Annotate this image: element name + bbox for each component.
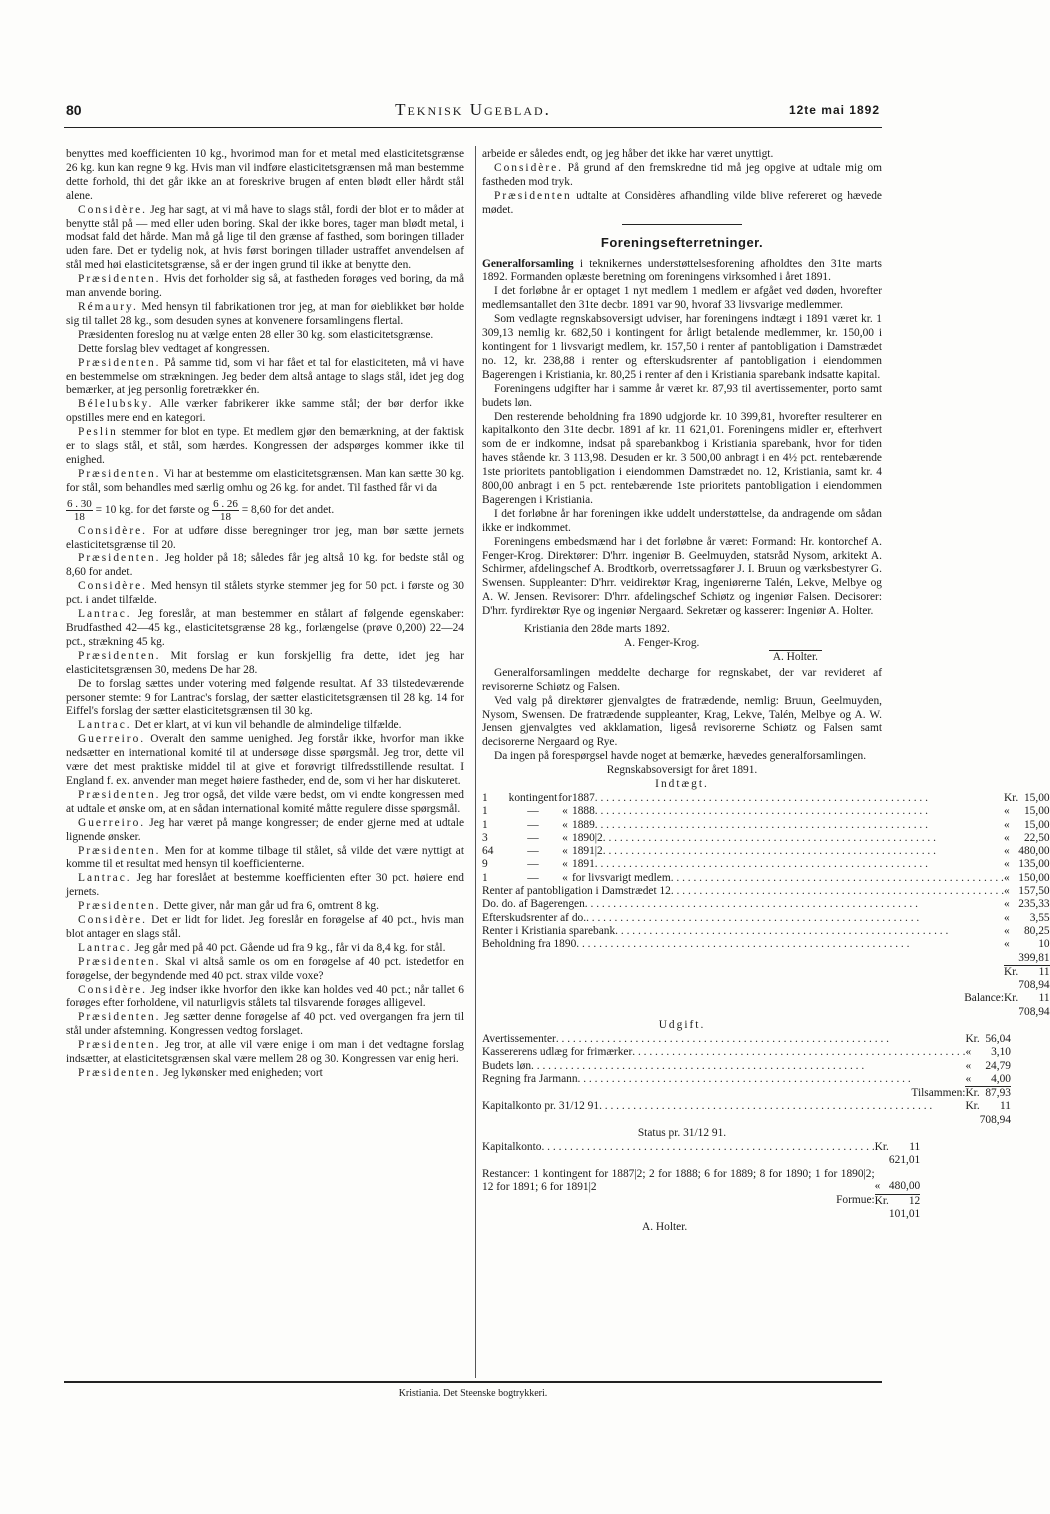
line-label <box>482 938 1004 965</box>
footer-rule <box>64 1381 882 1383</box>
table-row <box>482 845 1050 858</box>
paragraph <box>66 398 464 426</box>
line-label <box>482 1060 965 1073</box>
paragraph-text: Jeg lykønsker med enigheden; vort <box>160 1067 323 1079</box>
paragraph <box>66 1011 464 1039</box>
leader-dots <box>671 872 1004 885</box>
paragraph <box>66 1039 464 1067</box>
table-row <box>482 898 1050 911</box>
ditto-cell: « <box>562 831 568 844</box>
line-label <box>572 858 1004 871</box>
speaker-name: Præsidenten. <box>78 273 161 286</box>
leader-dots <box>595 819 1004 832</box>
restancer-row: Restancer: 1 kontingent for 1887|2; 2 for 1888; 6 for 1889; 8 for 1890; 1 for 1890|2; 12 for 1891; 6 for 1891|2 « 480,00 <box>482 1167 921 1193</box>
speaker-name: Bélelubsky. <box>78 398 154 411</box>
quantity-cell: 1 <box>482 791 488 804</box>
paragraph <box>66 468 464 496</box>
paragraph-text: Jeg tror også, det vilde være bedst, om vi endte kongressen med at udtale et ønske om, at en sådan international komité måtte regulere disse spørgsmål. <box>66 788 464 815</box>
currency-cell: « <box>965 1059 972 1072</box>
line-label <box>572 805 1004 818</box>
paragraph <box>66 273 464 301</box>
speaker-name: Lantrac. <box>78 872 132 885</box>
paragraph-text: stemmer for blot en type. Et medlem gjør den bemærkning, at der faktisk er to slags stål, et stål, som hærdes. Kongressen der adspørges kommer ikke til enighed. <box>66 426 464 466</box>
paragraph <box>66 733 464 789</box>
paragraph-text: Vi har at bestemme om elasticitetsgrænsen. Man kan sætte 30 kg. for stål, som behandles med særlig omhu og 26 kg. for andet. Til fasthed får vi da <box>66 467 464 494</box>
paragraph-text: Mit forslag er kun forskjellig fra dette, idet jeg har elasticitetsgrænsen 30, medens De har 28. <box>66 649 464 676</box>
paragraph <box>66 650 464 678</box>
leader-dots <box>595 858 1004 871</box>
leader-dots <box>556 1033 966 1046</box>
paragraph-text: Alle værker fabrikerer ikke samme stål; der bør derfor ikke opstilles mere end en kategori. <box>66 398 464 425</box>
table-row <box>482 1046 1011 1059</box>
section-rule <box>622 224 742 225</box>
speaker-name: Rémaury. <box>78 300 138 313</box>
speaker-name: Præsidenten. <box>78 1067 161 1079</box>
currency-cell: « <box>965 1046 972 1059</box>
quantity-cell: 64 <box>482 845 494 858</box>
final-signature: A. Holter. <box>642 1221 688 1234</box>
paragraph-text: I det forløbne år har foreningen ikke uddelt understøttelse, da andragende om sådan ikke er indkommet. <box>482 507 882 534</box>
leader-dots <box>615 925 1004 938</box>
paragraph-text: Jeg holder på 18; således får jeg altså 10 kg. for bedste stål og 8,60 for andet. <box>66 552 464 579</box>
fraction: $\frac{6 . 26}{18}$ <box>213 497 238 523</box>
paragraph-text: De to forslag sættes under votering med følgende resultat. Af 33 tilstedeværende personer stemte: 9 for Lantrac's forslag, der sætter elasticitetsgrænsen til 28 kg. 14 for Eiffel's forslag der sætter elasticitetsgrænsen til 30 kg. <box>66 677 464 718</box>
right-column <box>482 148 1050 1235</box>
paragraph-text: i teknikernes understøttelsesforening afholdtes den 31te marts 1892. Formanden oplæste beretning om foreningens virksomhed i året 1891. <box>482 257 882 284</box>
paragraph-text: Med hensyn til stålets styrke stemmer jeg for 50 pct. i første og 30 pct. i andet tilfælde. <box>66 580 464 607</box>
amount-cell: 22,50 <box>1023 831 1050 844</box>
paragraph-text: Det er klart, at vi kun vil behandle de almindelige tilfælde. <box>131 719 402 732</box>
table-row <box>482 805 1050 818</box>
label-text: 1891|2 <box>572 845 603 858</box>
paragraph-text: Foreningens embedsmænd har i det forløbne år været: Formand: Hr. kontorchef A. Fenger-Krog. Direktører: D'hrr. ingeniør B. Geelmuyden, statsråd Nysom, arkitekt A. Schirmer, afdelingschef A. Brodtkorb, overretssagfører J. I. Bruun og værksbestyrer G. Swensen. Suppleanter: D'hrr. veidirektør Krag, ingeniørerne Talén, Lekve, Melbye og A. W. Jensen. Revisorer: D'hrr. afdelingschef Schiøtz og ingeniør Falsen. Decisorer: D'hrr. fyrdirektør Rye og ingeniør Nergaard. Sekretær og kasserer: Ingeniør A. Holter. <box>482 535 882 618</box>
expense-table <box>482 1033 1011 1127</box>
quantity-cell: 1 <box>482 818 488 831</box>
amount-cell: 3,10 <box>991 1046 1011 1059</box>
paragraph <box>482 190 882 218</box>
amount-cell: 15,00 <box>1023 818 1050 831</box>
table-row <box>482 1073 1011 1087</box>
leader-dots <box>586 912 1004 925</box>
paragraph-text: Med hensyn til fabrikationen tror jeg, at man for øieblikket bør holde sig til tallet 28 kg., som desuden synes at konvenere forsamlingens flertal. <box>66 300 464 327</box>
header-rule <box>64 127 882 128</box>
signature: A. Fenger-Krog. <box>624 637 700 649</box>
amount-cell: 24,79 <box>985 1059 1011 1072</box>
fraction: $\frac{6 . 30}{18}$ <box>67 497 92 523</box>
paragraph <box>66 872 464 900</box>
speaker-name: Considère. <box>78 203 148 216</box>
amount-cell: 135,00 <box>1018 858 1050 871</box>
line-label <box>572 819 1004 832</box>
paragraph-text: Jeg foreslår, at man bestemmer en stålart af følgende egenskaber: Brudfasthed 42—45 kg., elasticitetsgrænse 28 kg., forlængelse (prøve 0,200) 22—24 pct., strækning 45 kg. <box>66 608 464 648</box>
currency-cell: « <box>1004 805 1010 818</box>
signature: A. Holter. <box>482 651 882 665</box>
paragraph <box>482 313 882 383</box>
label-text: Regning fra Jarmann <box>482 1072 578 1085</box>
table-row <box>482 819 1050 832</box>
leader-dots <box>603 832 1004 845</box>
paragraph <box>482 536 882 619</box>
table-row <box>482 832 1050 845</box>
label-text: 1891 <box>572 858 595 871</box>
label-text: 1890|2 <box>572 831 603 844</box>
paragraph <box>482 508 882 536</box>
paragraph <box>66 329 464 343</box>
formula-line: $\frac{6 . 30}{18}$ = 10 kg. for det første og $\frac{6 . 26}{18}$ = 8,60 for det andet. <box>67 497 335 523</box>
amount-cell: 157,50 <box>1018 885 1050 898</box>
paragraph <box>66 914 464 942</box>
amount-cell: 235,33 <box>1018 898 1050 911</box>
table-row <box>482 1033 1011 1046</box>
currency-cell: Kr. <box>1004 791 1019 804</box>
paragraph <box>66 678 464 720</box>
paragraph <box>482 667 882 695</box>
paragraph-text: Som vedlagte regnskabsoversigt udviser, har foreningens indtægt i 1891 været kr. 1 309,13 nemlig kr. 682,50 i kontingent for årligt betalende medlemmer, kr. 150,00 i kontingent for 1 livsvarigt medlem, kr. 157,50 i renter af pantobligation i Damstrædet no. 12, kr. 238,88 i renter og efterskudsrenter af pantobligation i eiendommen Bagerengen i Kristiania, kr. 80,25 i renter af den i Kristiania sparebank indsatte kapital. <box>482 313 882 381</box>
kapital-row: Kapitalkonto . . . Kr. 11 621,01 <box>482 1141 920 1168</box>
paragraph-text: Jeg indser ikke hvorfor den ikke kan holdes ved 40 pct.; når tallet 6 forøges efter forholdene, vil naturligvis stålets tal tilsvarende forøges alligevel. <box>66 983 464 1010</box>
label-text: Renter i Kristiania sparebank <box>482 924 616 937</box>
amount-cell: 3,55 <box>1029 911 1050 924</box>
amount-cell: 150,00 <box>1018 871 1050 884</box>
line-label <box>572 872 1004 885</box>
paragraph <box>66 204 464 274</box>
line-label <box>572 832 1004 845</box>
description-cell: — <box>527 818 539 831</box>
speaker-name: Præsidenten. <box>78 1039 161 1052</box>
paragraph-text: Foreningens udgifter har i samme år været kr. 87,93 til avertissementer, porto samt budets løn. <box>482 382 882 409</box>
speaker-name: Guerreiro. <box>78 816 146 829</box>
label-text: for livsvarigt medlem <box>572 871 671 884</box>
description-cell: kontingent <box>508 791 558 804</box>
label-text: 1889 <box>572 818 595 831</box>
paragraph <box>482 285 882 313</box>
ditto-cell: « <box>562 818 568 831</box>
speaker-name: Considère. <box>78 983 148 996</box>
paragraph <box>66 525 464 553</box>
paragraph-text: Generalforsamlingen meddelte decharge for regnskabet, der var revideret af revisorerne Schiøtz og Falsen. <box>482 666 882 693</box>
paragraph <box>66 301 464 329</box>
lead-term: Generalforsamling <box>482 257 574 270</box>
paragraph <box>482 411 882 508</box>
table-row <box>482 872 1050 885</box>
page-header <box>66 100 880 122</box>
speaker-name: Lantrac. <box>78 608 132 621</box>
paragraph-text: Jeg har sagt, at vi må have to slags stål, fordi der blot er to måder at benytte stål på — med eller uden boring. Skal der ikke bores, tager man blødt metal, i modsat fald det hårde. Man må gå lige til den grænse af fasthed, som boringen tillader uden fare. Det er tydelig nok, at hvis først boringen tillader ustraffet anvendelsen af stål med høi elasticitetsgrænse, så er der ingen grund til ikke at benytte den. <box>66 203 464 272</box>
currency-cell: « <box>1004 818 1010 831</box>
ditto-cell: « <box>562 845 568 858</box>
amount-cell: 480,00 <box>1018 845 1050 858</box>
place-date: Kristiania den 28de marts 1892. <box>524 623 670 636</box>
speaker-name: Considère. <box>78 914 148 927</box>
quantity-cell: 1 <box>482 805 488 818</box>
paragraph-text: udtalte at Considères afhandling vilde blive refereret og hævede mødet. <box>482 189 882 216</box>
currency-cell: « <box>1004 911 1010 924</box>
speaker-name: Lantrac. <box>78 719 132 732</box>
paragraph-text: Men for at komme tilbage til stålet, så vilde det være nyttigt at komme til et resultat med hensyn til koefficienterne. <box>66 844 464 871</box>
paragraph <box>482 162 882 190</box>
line-label <box>482 1073 965 1087</box>
paragraph-text: For at udføre disse beregninger tror jeg, man bør sætte jernets elasticitetsgrænse til 20. <box>66 524 464 551</box>
paragraph-text: I det forløbne år er optaget 1 nyt medlem 1 medlem er afgået ved døden, hvorefter medlemsantallet den 31te decbr. 1891 var 90, hvoraf 33 livsvarige medlemmer. <box>482 285 882 312</box>
paragraph <box>66 148 464 204</box>
amount-cell: 56,04 <box>985 1032 1011 1045</box>
description-cell: — <box>527 871 539 884</box>
label-text: 1888 <box>572 805 595 818</box>
speaker-name: Præsidenten. <box>78 1011 161 1024</box>
status-heading: Status pr. 31/12 91. <box>637 1127 727 1139</box>
section-title: Foreningsefterretninger. <box>600 234 764 250</box>
table-row <box>482 885 1050 898</box>
paragraph-text: Hvis det forholder sig så, at fastheden forøges ved boring, da må man anvende boring. <box>66 273 464 300</box>
paragraph-text: Det er lidt for lidet. Jeg foreslår en forøgelse af 40 pct., hvis man blot antager en slags stål. <box>66 914 464 940</box>
currency-cell: « <box>1004 831 1010 844</box>
speaker-name: Præsidenten. <box>78 900 161 913</box>
currency-cell: « <box>965 1072 972 1085</box>
paragraph-text: Den resterende beholdning fra 1890 udgjorde kr. 10 399,81, hvorefter resulterer en kapitalkonto den 31te decbr. 1891 af kr. 11 621,01. Foreningens midler er, efterhvert som de er indkomne, indsat på sparebankbog i Kristiania sparebank, hvor for tiden haves stående kr. 3 113,98. Desuden er kr. 3 500,00 anbragt i en 4½ pct. rentebærende 1ste prioritets pantobligation i eiendommen Damstrædet no. 12, Kristiania, samt kr. 4 800,00 anbragt i en 5 pct. rentebærende 1ste prioritets pantobligation i eiendommen Bagerengen i Kristiania. <box>482 410 882 506</box>
balance-row: Balance: Kr. 11 708,94 <box>964 992 1050 1018</box>
line-label <box>572 792 1004 805</box>
line-label <box>482 912 1004 925</box>
paragraph-text: Jeg går med på 40 pct. Gående ud fra 9 kg., får vi da 8,4 kg. for stål. <box>131 941 446 954</box>
quantity-cell: 9 <box>482 858 488 871</box>
paragraph-text: Ved valg på direktører gjenvalgtes de fratrædende, nemlig: Bruun, Geelmuyden, Nysom, Swensen. De fratrædende suppleanter, Krag, Lekve, Talén, Melbye og A. W. Jensen gjenvalgtes ved akklamation, ligeså revisorerne Schiøtz og Falsen samt decisorerne Nergaard og Rye. <box>482 694 882 749</box>
paragraph-text: Præsidenten foreslog nu at vælge enten 28 eller 30 kg. som elasticitetsgrænse. <box>78 328 434 341</box>
label-text: Budets løn <box>482 1059 532 1072</box>
paragraph <box>66 719 464 733</box>
speaker-name: Præsidenten. <box>78 467 161 480</box>
line-label <box>482 1033 965 1046</box>
printer-imprint: Kristiania. Det Steenske bogtrykkeri. <box>398 1388 548 1399</box>
paragraph-text: Jeg sætter denne forøgelse af 40 pct. ved overgangen fra jern til stål under afstemning. Kongressen vedtog forslaget. <box>66 1011 464 1038</box>
currency-cell: « <box>1004 898 1010 911</box>
paragraph <box>66 1067 464 1081</box>
speaker-name: Præsidenten. <box>78 844 161 857</box>
label-text: Avertissementer <box>482 1032 556 1045</box>
speaker-name: Præsidenten. <box>78 955 161 968</box>
line-label <box>482 898 1004 911</box>
paragraph-text: benyttes med koefficienten 10 kg., hvorimod man for et metal med elasticitetsgrænse 26 kg. kun kan regne 9 kg. Hvis man vil indføre elasticitetsgrænsen må man bestemme dette forhold, thi det går ikke an at foreskrive brugen af enten blødt eller hårdt stål alene. <box>66 148 464 202</box>
speaker-name: Considère. <box>494 161 564 174</box>
leader-dots <box>603 845 1004 858</box>
paragraph <box>66 900 464 914</box>
ditto-cell: « <box>562 805 568 818</box>
paragraph <box>66 580 464 608</box>
paragraph <box>66 343 464 357</box>
currency-cell: « <box>1004 924 1010 937</box>
left-column <box>66 148 464 1081</box>
speaker-name: Lantrac. <box>78 941 132 954</box>
status-table <box>482 1141 920 1221</box>
speaker-name: Præsidenten <box>494 189 572 202</box>
paragraph-text: Jeg tror, at alle vil være enige i om man i det vedtagne forslag indsætter, at elasticitetsgrænsen skal være mellem 28 og 30. Kongressen var enig heri. <box>66 1039 464 1066</box>
ditto-cell: « <box>562 858 568 871</box>
amount-cell: 10 399,81 <box>1018 938 1050 964</box>
speaker-name: Considère. <box>78 524 148 537</box>
journal-title: Teknisk Ugeblad. <box>395 100 551 119</box>
currency-cell: Kr. <box>965 1032 980 1045</box>
amount-cell: 15,00 <box>1023 791 1050 804</box>
currency-cell: « <box>1004 858 1010 871</box>
line-label <box>572 845 1004 858</box>
column-divider <box>475 146 476 1378</box>
paragraph-text: Jeg har været på mange kongresser; de ender gjerne med at udtale lignende ønsker. <box>66 816 464 843</box>
description-cell: — <box>527 805 539 818</box>
expense-heading: Udgift. <box>658 1019 706 1032</box>
currency-cell: « <box>1004 938 1010 951</box>
income-heading: Indtægt. <box>655 778 709 791</box>
description-cell: — <box>527 831 539 844</box>
label-text: Efterskudsrenter af do. <box>482 911 587 924</box>
leader-dots <box>632 1046 965 1059</box>
description-cell: — <box>527 858 539 871</box>
leader-dots <box>671 885 1004 898</box>
amount-cell: 15,00 <box>1023 805 1050 818</box>
paragraph <box>66 984 464 1012</box>
line-label <box>482 1046 965 1059</box>
label-text: Kassererens udlæg for frimærker <box>482 1046 633 1059</box>
paragraph <box>66 789 464 817</box>
paragraph-text: arbeide er således endt, og jeg håber det ikke har været unyttigt. <box>482 148 774 160</box>
label-text: 1887 <box>572 791 595 804</box>
paragraph <box>66 426 464 468</box>
leader-dots <box>595 792 1004 805</box>
paragraph <box>482 148 882 162</box>
currency-cell: « <box>1004 871 1010 884</box>
leader-dots <box>578 1073 966 1086</box>
page-number: 80 <box>66 102 82 118</box>
paragraph <box>66 552 464 580</box>
speaker-name: Considère. <box>78 580 148 593</box>
speaker-name: Peslin <box>78 426 118 439</box>
formue-row: Formue: Kr. 12 101,01 <box>836 1194 921 1220</box>
currency-cell: « <box>1004 885 1010 898</box>
amount-cell: 80,25 <box>1023 924 1050 937</box>
paragraph <box>482 258 882 286</box>
description-cell: — <box>527 845 539 858</box>
speaker-name: Guerreiro. <box>78 733 146 746</box>
capital-row: Kapitalkonto pr. 31/12 91 . . . Kr. 11 708,94 <box>482 1100 1011 1127</box>
line-label <box>482 885 1004 898</box>
income-total-row: Kr. 11 708,94 <box>1004 965 1050 992</box>
paragraph-text: Overalt den samme uenighed. Jeg forstår ikke, hvorfor man ikke nedsætter en international komité til at undersøge disse spørgsmål. Jeg tror, dette vil være det mest praktiske middel til at give et forøvrigt tilfredsstillende resultat. I England f. ex. anvender man meget høiere fastheder, end de, som vi her har diskuteret. <box>66 733 464 787</box>
paragraph <box>482 383 882 411</box>
paragraph-text: Da ingen på forespørgsel havde noget at bemærke, hævedes generalforsamlingen. <box>494 750 867 763</box>
leader-dots <box>595 805 1004 818</box>
income-table <box>482 792 1050 1019</box>
table-row <box>482 792 1050 805</box>
together-row: Tilsammen: Kr. 87,93 <box>911 1086 1011 1100</box>
paragraph <box>66 357 464 399</box>
currency-cell: « <box>1004 845 1010 858</box>
quantity-cell: 1 <box>482 871 488 884</box>
ditto-cell: « <box>562 871 568 884</box>
issue-date: 12te mai 1892 <box>788 103 880 117</box>
paragraph <box>66 817 464 845</box>
paragraph-text: På grund af den fremskredne tid må jeg opgive at udtale mig om fastheden mod tryk. <box>482 161 882 188</box>
table-row <box>482 858 1050 871</box>
table-row <box>482 938 1050 965</box>
paragraph <box>66 845 464 873</box>
paragraph-text: Dette forslag blev vedtaget af kongressen. <box>78 342 270 355</box>
amount-cell: 4,00 <box>991 1072 1011 1085</box>
table-row <box>482 1060 1011 1073</box>
leader-dots <box>576 938 1004 951</box>
speaker-name: Præsidenten. <box>78 552 161 565</box>
line-label <box>482 925 1004 938</box>
paragraph <box>66 956 464 984</box>
paragraph-text: På samme tid, som vi har fået et tal for elasticiteten, må vi have en bestemmelse om strækningen. Jeg beder dem altså antage to slags stål, idet jeg dog bemærker, at jeg personlig foretrækker én. <box>66 356 464 397</box>
label-text: Beholdning fra 1890 <box>482 938 577 951</box>
table-row <box>482 925 1050 938</box>
quantity-cell: 3 <box>482 831 488 844</box>
leader-dots <box>531 1060 965 1073</box>
label-text: Renter af pantobligation i Damstrædet 12 <box>482 885 671 898</box>
paragraph-text: Jeg har foreslået at bestemme koefficienten efter 30 pct. høiere end jernets. <box>66 872 464 899</box>
paragraph <box>482 750 882 764</box>
table-row <box>482 912 1050 925</box>
label-text: Do. do. af Bagerengen <box>482 898 585 911</box>
ditto-cell: for <box>558 791 572 804</box>
speaker-name: Præsidenten. <box>78 649 161 662</box>
paragraph-text: Skal vi altså samle os om en forøgelse af 40 pct. istedetfor en forøgelse, der begyndende med 40 pct. strax vilde voxe? <box>66 955 464 982</box>
speaker-name: Præsidenten. <box>78 356 161 369</box>
paragraph <box>66 608 464 650</box>
speaker-name: Præsidenten. <box>78 788 161 801</box>
leader-dots <box>585 898 1004 911</box>
paragraph-text: Dette giver, når man går ud fra 6, omtrent 8 kg. <box>160 900 379 913</box>
accounts-title: Regnskabsoversigt for året 1891. <box>606 764 758 777</box>
paragraph <box>482 695 882 751</box>
paragraph <box>66 942 464 956</box>
